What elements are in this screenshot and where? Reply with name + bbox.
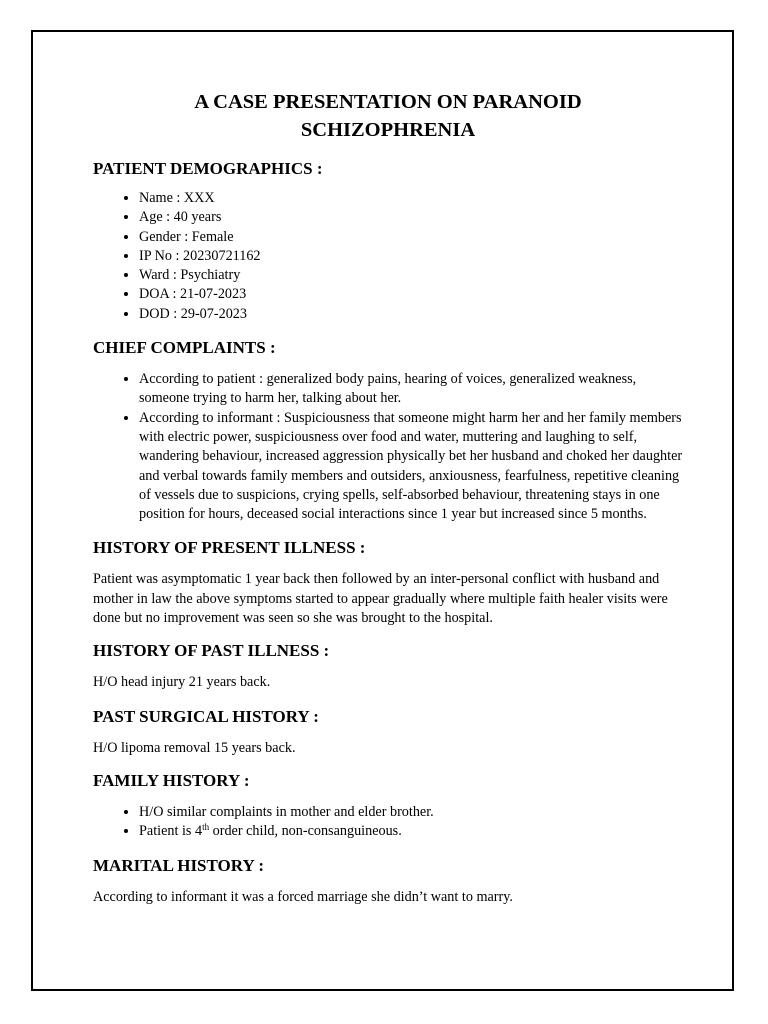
demographics-item: • Gender : Female: [139, 228, 683, 247]
demographics-item: • Ward : Psychiatry: [139, 266, 683, 285]
demographics-item: • DOA : 21-07-2023: [139, 285, 683, 304]
demographics-item: • Age : 40 years: [139, 208, 683, 227]
birth-order-suffix: order child, non-consanguineous.: [209, 823, 402, 840]
family-history-heading: FAMILY HISTORY :: [93, 770, 250, 790]
document-title: [93, 88, 683, 144]
surgical-history-text: H/O lipoma removal 15 years back.: [93, 739, 296, 756]
birth-order-superscript: th: [202, 822, 210, 833]
family-history-item: [139, 822, 683, 841]
title-line-1: A CASE PRESENTATION ON PARANOID: [194, 91, 582, 113]
surgical-history-heading: PAST SURGICAL HISTORY :: [93, 706, 319, 726]
chief-complaints-list: [93, 370, 683, 524]
birth-order-prefix: Patient is 4: [139, 823, 203, 840]
complaint-item: • According to patient : generalized body pains, hearing of voices, generalized weakness, someone trying to harm her, talking about her.: [139, 370, 683, 409]
title-line-2: SCHIZOPHRENIA: [300, 119, 476, 141]
family-history-list: [93, 803, 683, 842]
demographics-heading: PATIENT DEMOGRAPHICS :: [93, 159, 323, 178]
family-history-item: • H/O similar complaints in mother and elder brother.: [139, 803, 683, 822]
chief-complaints-heading: CHIEF COMPLAINTS :: [93, 338, 276, 358]
present-illness-text: Patient was asymptomatic 1 year back then followed by an inter-personal conflict with husband and mother in law the above symptoms started to appear gradually where multiple faith healer visits were done but no improvement was seen so she was brought to the hospital.: [93, 571, 668, 627]
present-illness-heading: HISTORY OF PRESENT ILLNESS :: [93, 538, 366, 558]
past-illness-heading: HISTORY OF PAST ILLNESS :: [93, 641, 330, 661]
demographics-item: • Name : XXX: [139, 189, 683, 208]
demographics-list: [93, 189, 683, 324]
demographics-item: • DOD : 29-07-2023: [139, 305, 683, 324]
marital-history-text: According to informant it was a forced marriage she didn’t want to marry.: [93, 888, 513, 905]
complaint-item: • According to informant : Suspiciousness that someone might harm her and her family members with electric power, suspiciousness over food and water, muttering and laughing to self, wandering behaviour, increased aggression physically bet her husband and choked her daughter and verbal towards family members and outsiders, anxiousness, fearfulness, repetitive cleaning of vessels due to suspicions, crying spells, self-absorbed behaviour, threatening stays in one position for hours, deceased social interactions since 1 year but increased since 5 months.: [139, 409, 683, 525]
document-content: [93, 88, 683, 907]
past-illness-text: H/O head injury 21 years back.: [93, 674, 271, 691]
demographics-item: • IP No : 20230721162: [139, 247, 683, 266]
marital-history-heading: MARITAL HISTORY :: [93, 855, 265, 875]
